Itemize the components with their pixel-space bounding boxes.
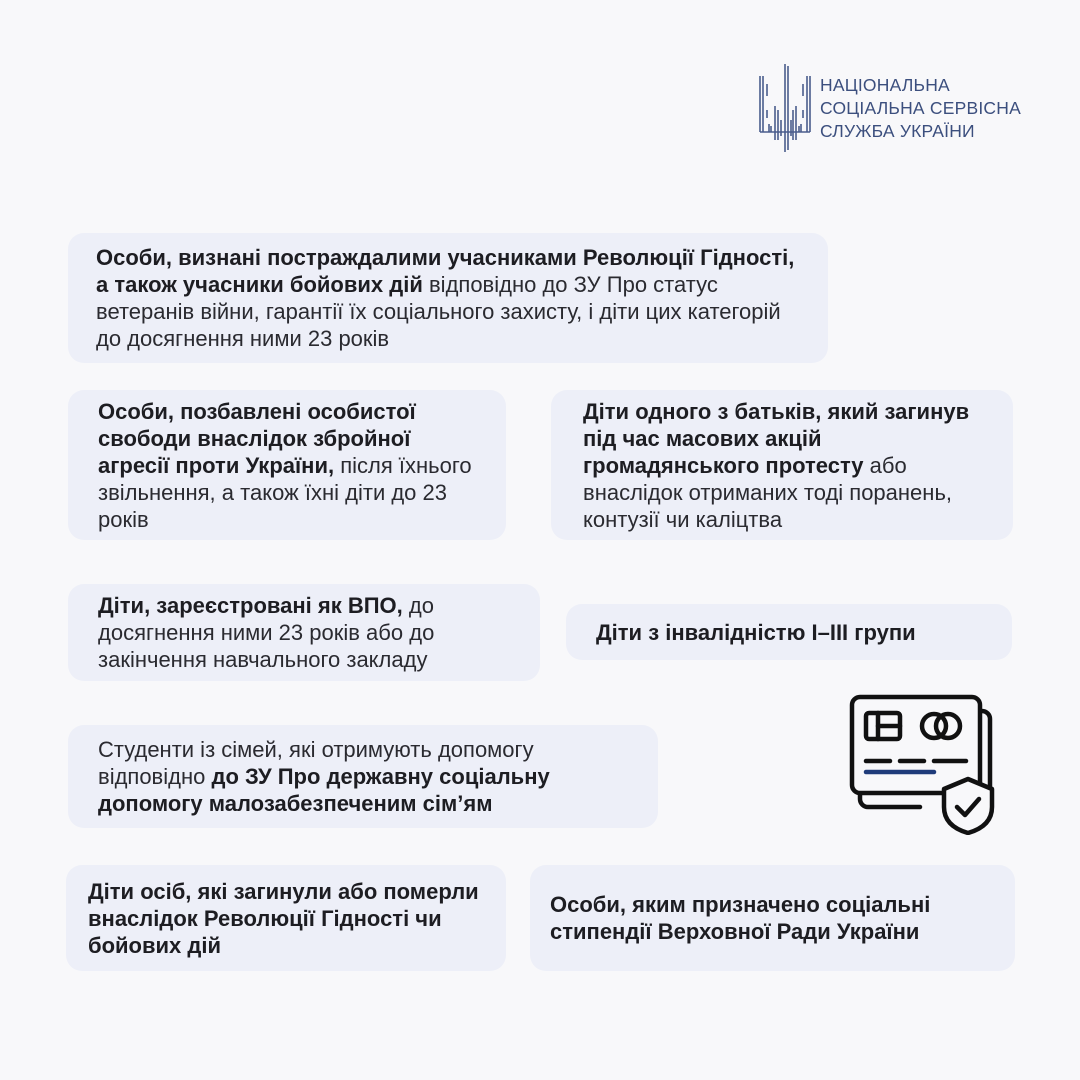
shield-check-icon (944, 779, 992, 833)
card-text (550, 891, 995, 945)
org-name-line-3: СЛУЖБА УКРАЇНИ (820, 120, 975, 141)
card-text-normal: після їхнього звільнення, а також їхні діти до 23 років (98, 452, 472, 532)
card-text (98, 736, 628, 817)
category-card-protest-victims-children (551, 390, 1013, 540)
card-text-bold: Особи, визнані постраждалими учасниками Революції Гідності, а також учасники бойових дій (96, 245, 795, 297)
org-name (820, 74, 1021, 143)
category-card-released-captives (68, 390, 506, 540)
category-card-disabled-children (566, 604, 1012, 660)
category-card-rada-scholarship (530, 865, 1015, 971)
card-text-bold: Діти з інвалідністю І–ІІІ групи (596, 619, 916, 645)
card-text (596, 619, 916, 646)
card-text-bold: Особи, позбавлені особистої свободи внаслідок збройної агресії проти України, (98, 398, 416, 478)
card-text (98, 398, 476, 533)
category-card-idp-children (68, 584, 540, 681)
nssu-trident-logo-icon (756, 62, 814, 154)
category-card-low-income-students (68, 725, 658, 828)
card-text-bold: до ЗУ Про державну соціальну допомогу малозабезпеченим сім’ям (98, 764, 550, 816)
card-text (583, 398, 981, 533)
card-text (88, 878, 484, 959)
card-text-normal: відповідно до ЗУ Про статус ветеранів війни, гарантії їх соціального захисту, і діти цих категорій до досягнення ними 23 років (96, 272, 781, 351)
org-name-line-1: НАЦІОНАЛЬНА (820, 74, 950, 95)
card-text (98, 592, 510, 673)
card-text (96, 244, 800, 352)
card-text-bold: Діти осіб, які загинули або померли внаслідок Революції Гідності чи бойових дій (88, 878, 479, 958)
secure-payment-card-icon (848, 693, 998, 835)
card-text-bold: Діти, зареєстровані як ВПО, (98, 593, 403, 618)
card-text-normal: до досягнення ними 23 років або до закінчення навчального закладу (98, 593, 435, 672)
card-text-bold: Особи, яким призначено соціальні стипендії Верховної Ради України (550, 892, 931, 944)
category-card-fallen-children (66, 865, 506, 971)
org-name-line-2: СОЦІАЛЬНА СЕРВІСНА (820, 97, 1021, 118)
nssu-logo (756, 62, 1021, 154)
card-text-bold: Діти одного з батьків, який загинув під час масових акцій громадянського протесту (583, 398, 970, 478)
card-text-normal: Студенти із сімей, які отримують допомогу відповідно (98, 737, 534, 789)
card-text-normal: або внаслідок отриманих тоді поранень, контузії чи каліцтва (583, 452, 953, 532)
category-card-revolution-participants (68, 233, 828, 363)
